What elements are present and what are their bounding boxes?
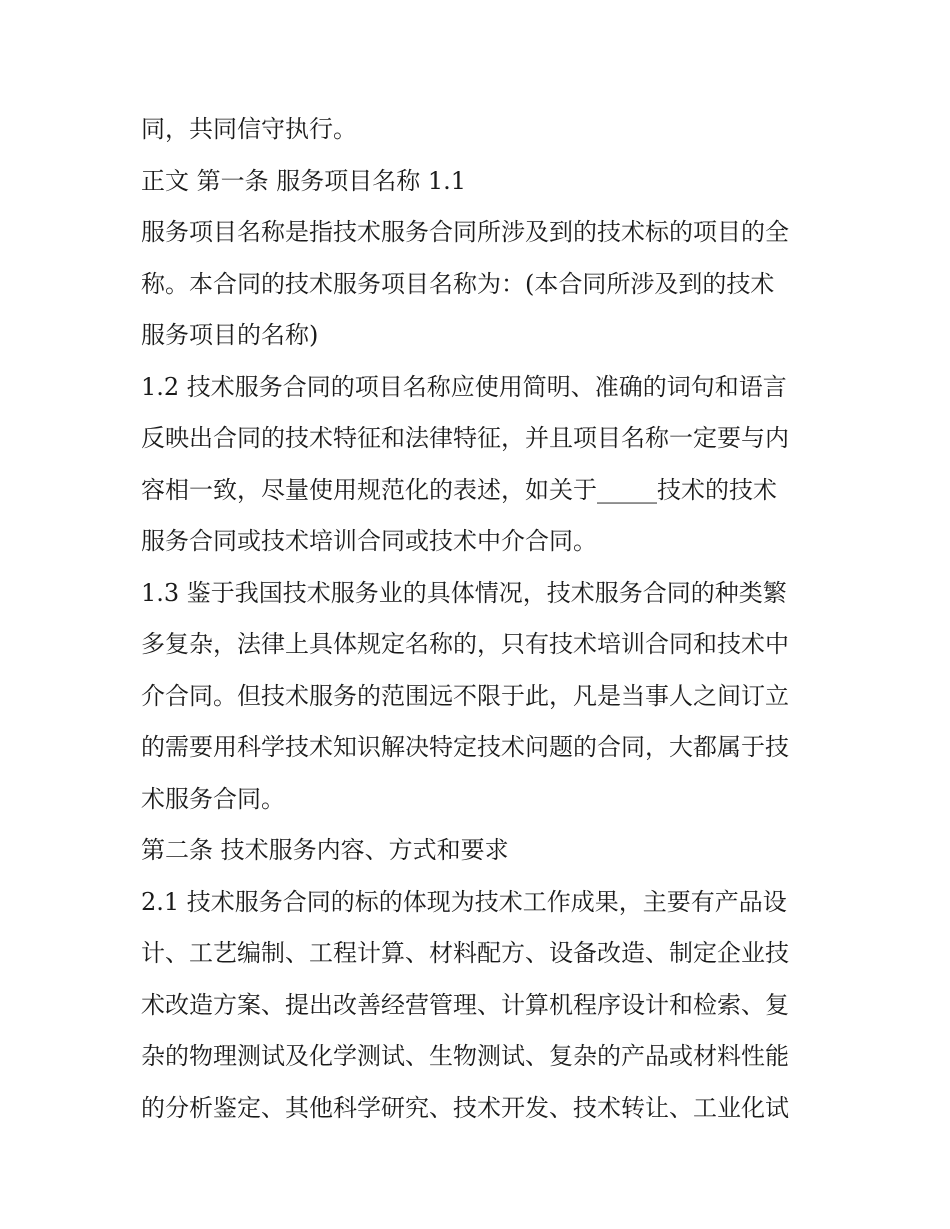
text-line: 反映出合同的技术特征和法律特征，并且项目名称一定要与内 — [141, 424, 789, 452]
section-heading: 第二条 技术服务内容、方式和要求 — [141, 836, 509, 864]
text-line: 同，共同信守执行。 — [141, 115, 357, 143]
text-line: 多复杂，法律上具体规定名称的，只有技术培训合同和技术中 — [141, 630, 789, 658]
text-line: 称。本合同的技术服务项目名称为：(本合同所涉及到的技术 — [141, 269, 775, 298]
text-line: 服务合同或技术培训合同或技术中介合同。 — [141, 527, 597, 555]
text-line: 介合同。但技术服务的范围远不限于此，凡是当事人之间订立 — [141, 681, 789, 710]
text-line: 1.3 鉴于我国技术服务业的具体情况，技术服务合同的种类繁 — [141, 578, 787, 607]
text-line: 容相一致，尽量使用规范化的表述，如关于_____技术的技术 — [141, 475, 777, 504]
text-line: 杂的物理测试及化学测试、生物测试、复杂的产品或材料性能 — [141, 1042, 789, 1070]
text-line: 服务项目名称是指技术服务合同所涉及到的技术标的项目的全 — [141, 218, 789, 246]
text-line: 1.2 技术服务合同的项目名称应使用简明、准确的词句和语言 — [141, 372, 787, 401]
section-heading: 正文 第一条 服务项目名称 1.1 — [141, 166, 467, 195]
text-line: 术改造方案、提出改善经营管理、计算机程序设计和检索、复 — [141, 990, 789, 1019]
text-line: 的需要用科学技术知识解决特定技术问题的合同，大都属于技 — [141, 733, 789, 761]
text-line: 的分析鉴定、其他科学研究、技术开发、技术转让、工业化试 — [141, 1093, 789, 1122]
text-line: 服务项目的名称) — [141, 321, 319, 349]
text-line: 计、工艺编制、工程计算、材料配方、设备改造、制定企业技 — [141, 939, 789, 967]
text-line: 2.1 技术服务合同的标的体现为技术工作成果，主要有产品设 — [141, 887, 787, 916]
text-line: 术服务合同。 — [141, 784, 285, 813]
document-body — [141, 104, 821, 1134]
